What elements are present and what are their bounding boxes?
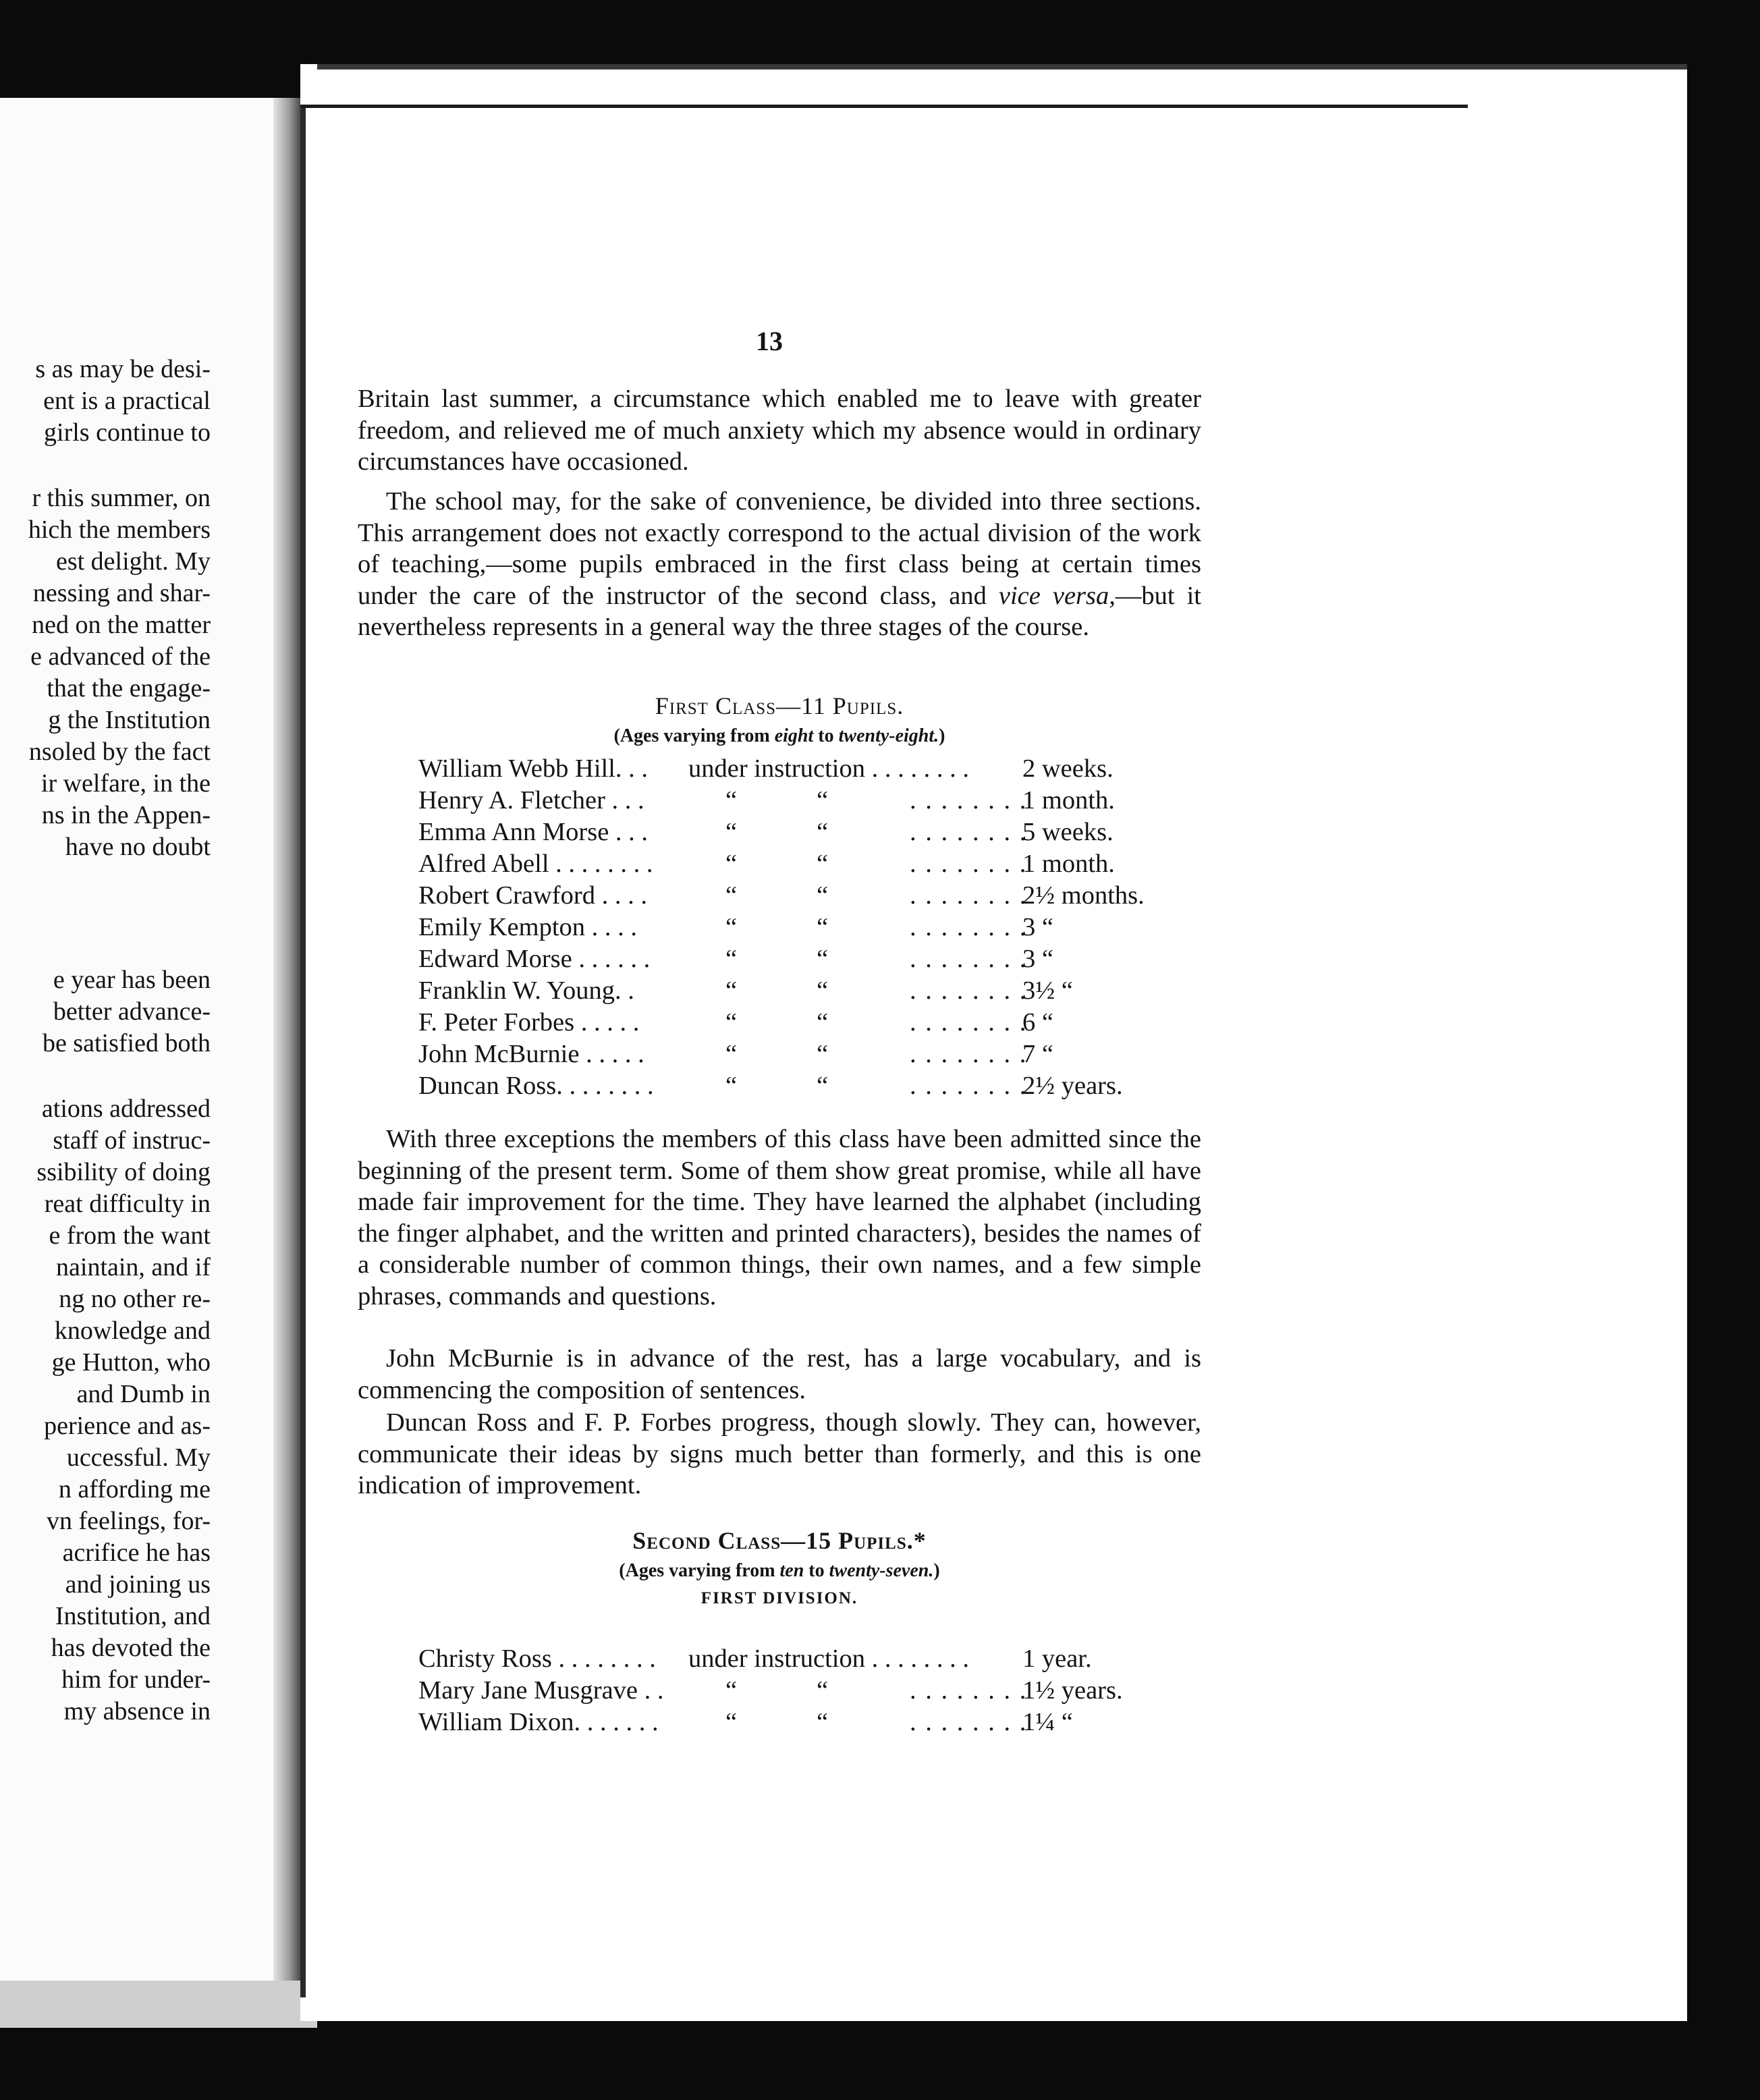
page-top-edge xyxy=(317,64,1687,70)
leader-dots: . . . . . . . . xyxy=(910,1040,1028,1068)
leader-dots: . . . . . . . . xyxy=(910,881,1028,910)
ditto-mark: “ xyxy=(817,913,829,941)
first-class-ages: (Ages varying from eight to twenty-eight.) xyxy=(613,725,945,746)
pupil-name: Christy Ross . . . . . . . . xyxy=(418,1645,656,1673)
previous-page-line: vn feelings, for- xyxy=(47,1507,211,1535)
ditto-mark: “ xyxy=(817,1040,829,1068)
pupil-name: Henry A. Fletcher . . . xyxy=(418,786,644,814)
pupil-name: William Webb Hill. . . xyxy=(418,754,649,783)
pupil-duration: 1¼ “ xyxy=(1022,1708,1073,1736)
paragraph-text: Duncan Ross and F. P. Forbes progress, though slowly. They can, however, communicate their ideas by signs much better than formerly, and this is one indication of improvement. xyxy=(358,1408,1201,1499)
first-division-heading: FIRST DIVISION. xyxy=(700,1589,858,1607)
pupil-name: Edward Morse . . . . . . xyxy=(418,945,651,973)
pupil-row xyxy=(418,753,1201,784)
pupil-row xyxy=(418,912,1201,943)
previous-page-line: perience and as- xyxy=(44,1412,211,1440)
ditto-mark: “ xyxy=(817,1008,829,1037)
previous-page-line: ssibility of doing xyxy=(36,1158,211,1186)
ditto-mark: “ xyxy=(725,1072,738,1100)
pupil-name: Alfred Abell . . . . . . . . xyxy=(418,850,653,878)
pupil-row xyxy=(418,1039,1201,1070)
leader-dots: . . . . . . . . xyxy=(910,786,1028,814)
previous-page-line: naintain, and if xyxy=(56,1253,211,1281)
leader-dots: . . . . . . . . xyxy=(910,945,1028,973)
previous-page-line: girls continue to xyxy=(44,418,211,447)
gutter-line xyxy=(300,108,306,1997)
ditto-mark: “ xyxy=(817,818,829,846)
previous-page-line: ir welfare, in the xyxy=(40,769,211,798)
pupil-row xyxy=(418,880,1201,911)
previous-page-line: have no doubt xyxy=(65,833,211,861)
ditto-mark: “ xyxy=(817,881,829,910)
pupil-duration: 1 year. xyxy=(1022,1645,1092,1673)
pupil-name: F. Peter Forbes . . . . . xyxy=(418,1008,640,1037)
pupil-name: Robert Crawford . . . . xyxy=(418,881,647,910)
ditto-mark: “ xyxy=(725,1008,738,1037)
leader-dots: . . . . . . . . xyxy=(910,818,1028,846)
previous-page-line: my absence in xyxy=(63,1697,211,1725)
pupil-row xyxy=(418,1675,1201,1706)
ditto-mark: “ xyxy=(725,850,738,878)
pupil-row xyxy=(418,943,1201,974)
ditto-mark: “ xyxy=(817,1676,829,1705)
previous-page-line: ng no other re- xyxy=(59,1285,211,1313)
previous-page-line: hich the members xyxy=(28,516,211,544)
pupil-name: Mary Jane Musgrave . . xyxy=(418,1676,664,1705)
pupil-row xyxy=(418,785,1201,816)
previous-page-line: that the engage- xyxy=(47,674,211,702)
ditto-mark: “ xyxy=(725,976,738,1005)
ditto-mark: “ xyxy=(725,1676,738,1705)
ditto-mark: “ xyxy=(725,818,738,846)
paragraph-ross-forbes xyxy=(358,1407,1201,1501)
ditto-mark: “ xyxy=(817,850,829,878)
previous-page-line: nessing and shar- xyxy=(32,579,211,607)
pupil-row xyxy=(418,848,1201,879)
previous-page-line: uccessful. My xyxy=(66,1443,211,1472)
pupil-status: under instruction . . . . . . . . xyxy=(688,754,969,783)
pupil-duration: 3 “ xyxy=(1022,913,1053,941)
paragraph-mcburnie xyxy=(358,1343,1201,1406)
previous-page-line: e year has been xyxy=(53,966,211,994)
pupil-name: Emily Kempton . . . . xyxy=(418,913,638,941)
pupil-duration: 3½ “ xyxy=(1022,976,1073,1005)
ditto-mark: “ xyxy=(725,881,738,910)
leader-dots: . . . . . . . . xyxy=(910,850,1028,878)
pupil-duration: 5 weeks. xyxy=(1022,818,1113,846)
pupil-name: Duncan Ross. . . . . . . . xyxy=(418,1072,654,1100)
previous-page-line: staff of instruc- xyxy=(53,1126,211,1155)
ditto-mark: “ xyxy=(725,913,738,941)
leader-dots: . . . . . . . . xyxy=(910,1008,1028,1037)
previous-page-line: has devoted the xyxy=(51,1634,211,1662)
pupil-name: William Dixon. . . . . . . xyxy=(418,1708,659,1736)
leader-dots: . . . . . . . . xyxy=(910,913,1028,941)
previous-page-line: e advanced of the xyxy=(30,642,211,671)
previous-page-line: s as may be desi- xyxy=(35,355,211,383)
previous-page-line: Institution, and xyxy=(55,1602,211,1630)
paragraph-first-class xyxy=(358,1124,1201,1312)
paragraph-text: Britain last summer, a circumstance which enabled me to leave with greater freedom, and relieved me of much anxiety which my absence would in ordinary circumstances have occasioned. xyxy=(358,385,1201,476)
previous-page-line: knowledge and xyxy=(54,1317,211,1345)
ditto-mark: “ xyxy=(725,1708,738,1736)
ditto-mark: “ xyxy=(817,1072,829,1100)
pupil-row xyxy=(418,975,1201,1006)
pupil-row xyxy=(418,817,1201,848)
pupil-name: John McBurnie . . . . . xyxy=(418,1040,644,1068)
ditto-mark: “ xyxy=(725,1040,738,1068)
leader-dots: . . . . . . . . xyxy=(910,1708,1028,1736)
page-inner-edge xyxy=(300,105,1468,108)
pupil-name: Franklin W. Young. . xyxy=(418,976,634,1005)
paragraph-continuation xyxy=(358,383,1201,478)
pupil-duration: 2½ months. xyxy=(1022,881,1145,910)
binding-gutter xyxy=(273,98,300,1981)
previous-page-line: ned on the matter xyxy=(32,611,211,639)
previous-page-line: ns in the Appen- xyxy=(41,801,211,829)
ditto-mark: “ xyxy=(725,945,738,973)
pupil-duration: 2 weeks. xyxy=(1022,754,1113,783)
paragraph-text: The school may, for the sake of convenience, be divided into three sections. This arrangement does not exactly correspond to the actual division of the work of teaching,—some pupils embraced in the first class being at certain times under the care of the instructor of the second class, and vice versa,—but it nevertheless represents in a general way the three stages of the course. xyxy=(358,487,1201,641)
previous-page-line: better advance- xyxy=(53,997,211,1026)
pupil-duration: 6 “ xyxy=(1022,1008,1053,1037)
previous-page-line: r this summer, on xyxy=(32,484,211,512)
pupil-row xyxy=(418,1707,1201,1738)
ditto-mark: “ xyxy=(817,945,829,973)
ditto-mark: “ xyxy=(817,976,829,1005)
previous-page-line: g the Institution xyxy=(48,706,211,734)
previous-page-line: be satisfied both xyxy=(42,1029,211,1057)
previous-page-line: n affording me xyxy=(58,1475,211,1503)
second-class-heading: Second Class—15 Pupils.* xyxy=(632,1527,927,1554)
pupil-duration: 1½ years. xyxy=(1022,1676,1123,1705)
previous-page-line: nsoled by the fact xyxy=(28,738,211,766)
ditto-mark: “ xyxy=(817,1708,829,1736)
leader-dots: . . . . . . . . xyxy=(910,1676,1028,1705)
pupil-name: Emma Ann Morse . . . xyxy=(418,818,649,846)
pupil-status: under instruction . . . . . . . . xyxy=(688,1645,969,1673)
previous-page-line: ge Hutton, who xyxy=(51,1348,211,1377)
pupil-duration: 2½ years. xyxy=(1022,1072,1123,1100)
first-class-heading: First Class—11 Pupils. xyxy=(655,692,904,719)
pupil-duration: 1 month. xyxy=(1022,786,1115,814)
pupil-duration: 7 “ xyxy=(1022,1040,1053,1068)
pupil-row xyxy=(418,1643,1201,1674)
previous-page-line: reat difficulty in xyxy=(44,1190,211,1218)
paragraph-text: With three exceptions the members of this class have been admitted since the beginning of the present term. Some of them show great promise, while all have made fair improvement for the time. They have learned the alphabet (including the finger alphabet, and the written and printed characters), besides the names of a considerable number of common things, their own names, and a few simple phrases, commands and questions. xyxy=(358,1125,1201,1310)
ditto-mark: “ xyxy=(817,786,829,814)
pupil-row xyxy=(418,1070,1201,1101)
previous-page-line: acrifice he has xyxy=(62,1539,211,1567)
leader-dots: . . . . . . . . xyxy=(910,976,1028,1005)
previous-page-line: him for under- xyxy=(61,1665,211,1694)
previous-page-line: and Dumb in xyxy=(76,1380,211,1408)
previous-page-line: e from the want xyxy=(49,1221,211,1250)
second-class-ages: (Ages varying from ten to twenty-seven.) xyxy=(619,1560,940,1581)
previous-page-edge xyxy=(0,1981,317,2028)
previous-page-line: and joining us xyxy=(65,1570,211,1599)
paragraph-sections xyxy=(358,486,1201,643)
pupil-row xyxy=(418,1007,1201,1038)
ditto-mark: “ xyxy=(725,786,738,814)
previous-page-line: ent is a practical xyxy=(43,387,211,415)
previous-page-line: ations addressed xyxy=(41,1095,211,1123)
previous-page-line: est delight. My xyxy=(55,547,211,576)
paragraph-text: John McBurnie is in advance of the rest, has a large vocabulary, and is commencing the composition of sentences. xyxy=(358,1344,1201,1404)
leader-dots: . . . . . . . . xyxy=(910,1072,1028,1100)
pupil-duration: 1 month. xyxy=(1022,850,1115,878)
pupil-duration: 3 “ xyxy=(1022,945,1053,973)
page-number: 13 xyxy=(756,326,783,356)
